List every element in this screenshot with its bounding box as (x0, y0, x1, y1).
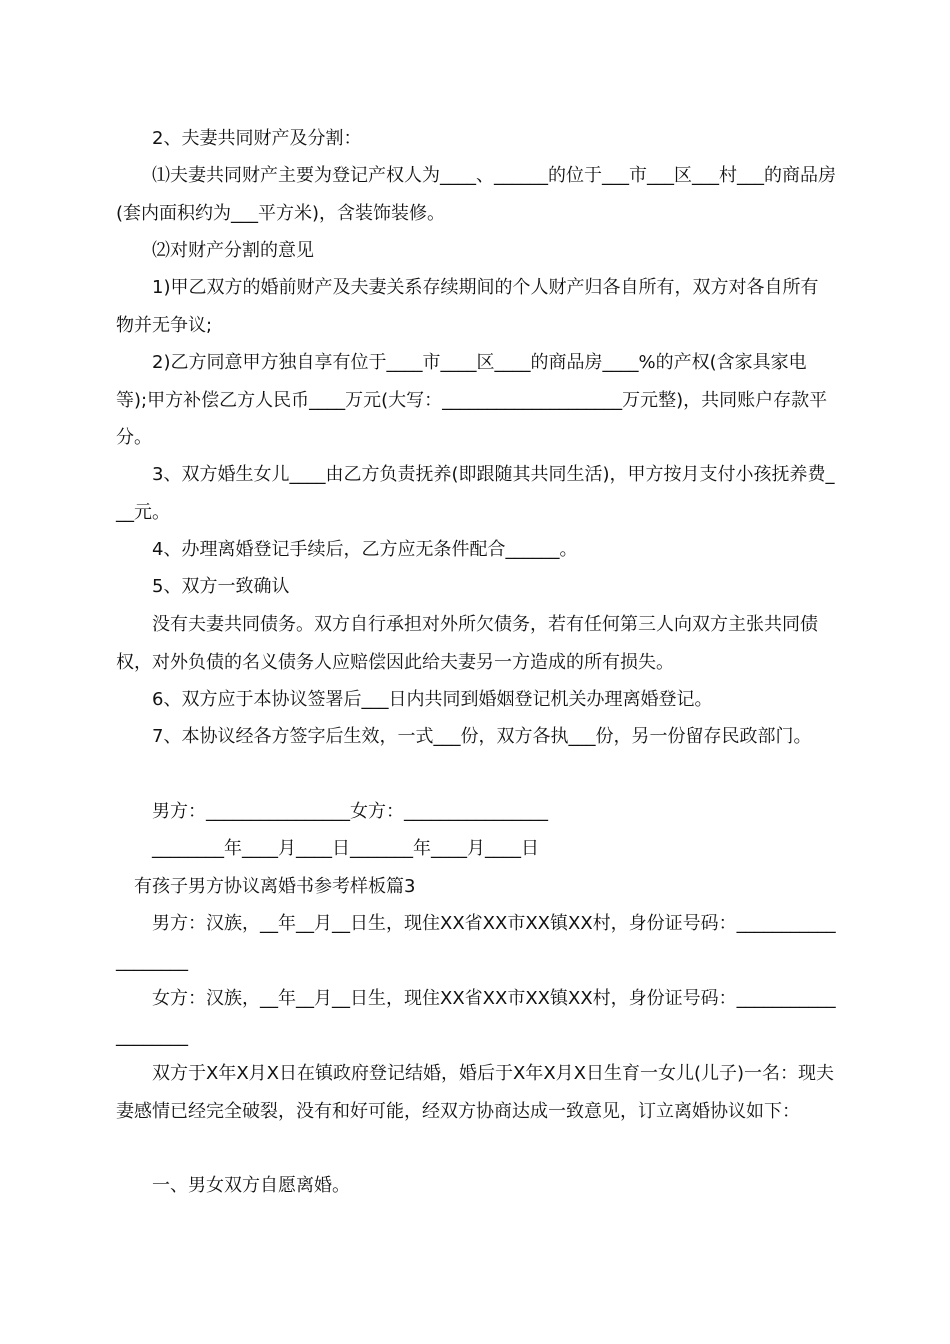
clause-2-1-property: ⑴夫妻共同财产主要为登记产权人为____、______的位于___市___区___村___的商品房(套内面积约为___平方米)，含装饰装修。 (116, 165, 836, 224)
clause-1-voluntary-divorce: 一、男女双方自愿离婚。 (152, 1175, 350, 1196)
date-line: ________年____月____日_______年____月____日 (152, 838, 539, 859)
section-5-debts: 没有夫妻共同债务。双方自行承担对外所欠债务，若有任何第三人向双方主张共同债权，对外负债的名义债务人应赔偿因此给夫妻另一方造成的所有损失。 (116, 614, 818, 673)
section-7-effect: 7、本协议经各方签字后生效，一式___份，双方各执___份，另一份留存民政部门。 (152, 726, 812, 747)
signature-line: 男方：________________女方：________________ (152, 801, 548, 822)
male-party-info: 男方：汉族，__年__月__日生，现住XX省XX市XX镇XX村，身份证号码：___________________ (116, 913, 836, 972)
section-4-cooperation: 4、办理离婚登记手续后，乙方应无条件配合______。 (152, 539, 578, 560)
section-title: 有孩子男方协议离婚书参考样板篇3 (134, 876, 416, 897)
section-2-heading: 2、夫妻共同财产及分割： (152, 128, 362, 149)
female-party-info: 女方：汉族，__年__月__日生，现住XX省XX市XX镇XX村，身份证号码：___________________ (116, 988, 836, 1047)
clause-2-2-1-prenuptial: 1)甲乙双方的婚前财产及夫妻关系存续期间的个人财产归各自所有，双方对各自所有物并无争议; (116, 277, 819, 336)
section-5-heading: 5、双方一致确认 (152, 576, 290, 597)
marriage-background: 双方于X年X月X日在镇政府登记结婚，婚后于X年X月X日生育一女儿(儿子)一名：现夫妻感情已经完全破裂，没有和好可能，经双方协商达成一致意见，订立离婚协议如下： (116, 1063, 835, 1122)
section-6-registration: 6、双方应于本协议签署后___日内共同到婚姻登记机关办理离婚登记。 (152, 689, 713, 710)
clause-2-2-heading: ⑵对财产分割的意见 (152, 240, 314, 261)
clause-2-2-2-house: 2)乙方同意甲方独自享有位于____市____区____的商品房____%的产权(含家具家电等);甲方补偿乙方人民币____万元(大写：____________________万元整)，共同账户存款平分。 (116, 352, 828, 448)
section-3-child: 3、双方婚生女儿____由乙方负责抚养(即跟随其共同生活)，甲方按月支付小孩抚养费___元。 (116, 464, 835, 523)
